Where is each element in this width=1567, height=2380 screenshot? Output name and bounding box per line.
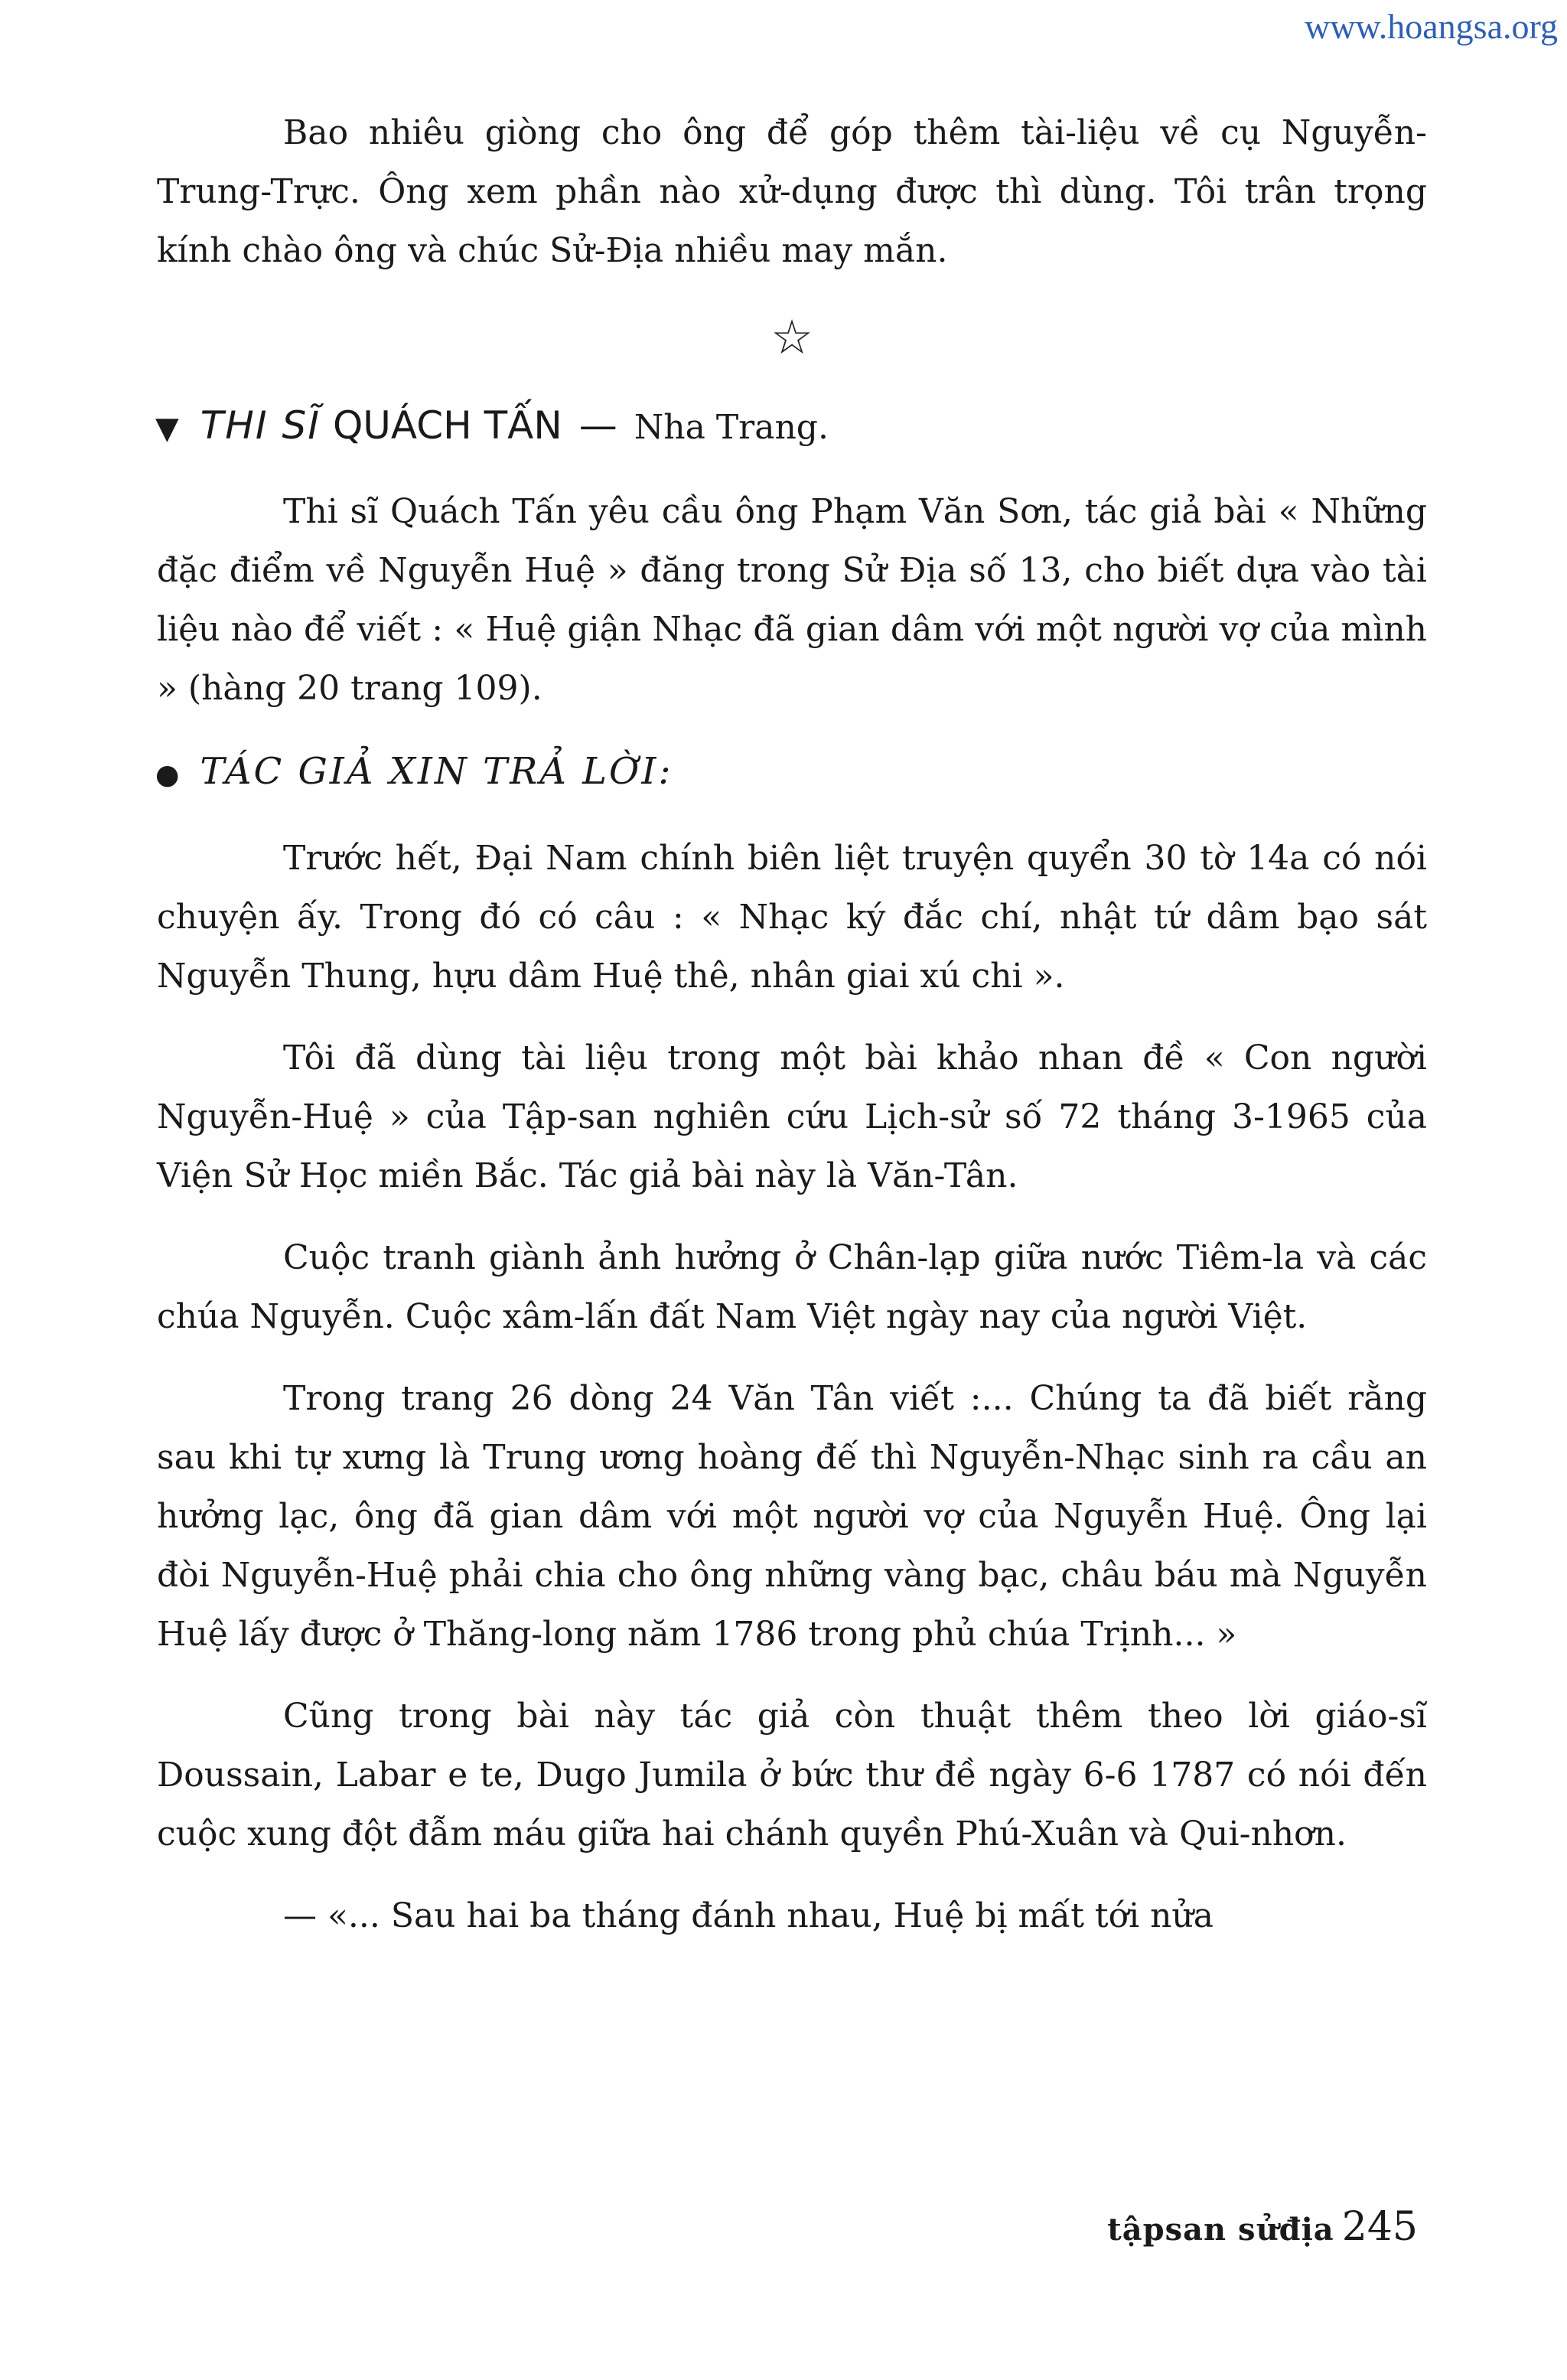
page-content [157, 103, 1427, 1945]
heading-reply-text: TÁC GIẢ XIN TRẢ LỜI: [200, 750, 673, 793]
page-footer [1107, 2204, 1418, 2250]
paragraph-reply-3: Cuộc tranh giành ảnh hưởng ở Chân-lạp giữa nước Tiêm-la và các chúa Nguyễn. Cuộc xâm-lấn đất Nam Việt ngày nay của người Việt. [157, 1238, 1427, 1336]
magazine-name: tậpsan sửđịa [1107, 2212, 1334, 2248]
section-heading-author-reply [155, 741, 1427, 806]
section-heading-quach-tan [155, 395, 1427, 459]
star-separator-icon: ☆ [770, 309, 813, 365]
watermark-link[interactable]: www.hoangsa.org [1305, 7, 1558, 46]
page-number: 245 [1341, 2204, 1418, 2250]
paragraph-reply-2: Tôi đã dùng tài liệu trong một bài khảo nhan đề « Con người Nguyễn-Huệ » của Tập-san nghiên cứu Lịch-sử số 72 tháng 3-1965 của Viện Sử Học miền Bắc. Tác giả bài này là Văn-Tân. [157, 1038, 1427, 1195]
paragraph-quote-continued: — «... Sau hai ba tháng đánh nhau, Huệ bị mất tới nửa [283, 1896, 1214, 1935]
triangle-bullet-icon: ▼ [155, 411, 179, 446]
heading-place: Nha Trang. [634, 408, 829, 447]
paragraph-reply-1: Trước hết, Đại Nam chính biên liệt truyện quyển 30 tờ 14a có nói chuyện ấy. Trong đó có câu : « Nhạc ký đắc chí, nhật tứ dâm bạo sát Nguyễn Thung, hựu dâm Huệ thê, nhân giai xú chi ». [157, 839, 1427, 996]
heading-title: THI SĨ [200, 403, 321, 448]
paragraph-reply-5: Cũng trong bài này tác giả còn thuật thêm theo lời giáo-sĩ Doussain, Labar e te, Dugo Jumila ở bức thư đề ngày 6-6 1787 có nói đến cuộc xung đột đẫm máu giữa hai chánh quyền Phú-Xuân và Qui-nhơn. [157, 1697, 1427, 1853]
paragraph-question: Thi sĩ Quách Tấn yêu cầu ông Phạm Văn Sơn, tác giả bài « Những đặc điểm về Nguyễn Huệ » đăng trong Sử Địa số 13, cho biết dựa vào tài liệu nào để viết : « Huệ giận Nhạc đã gian dâm với một người vợ của mình » (hàng 20 trang 109). [157, 492, 1427, 708]
heading-dash: — [578, 403, 617, 448]
paragraph-intro-letter: Bao nhiêu giòng cho ông để góp thêm tài-liệu về cụ Nguyễn-Trung-Trực. Ông xem phần nào xử-dụng được thì dùng. Tôi trân trọng kính chào ông và chúc Sử-Địa nhiều may mắn. [157, 113, 1427, 270]
heading-name: QUÁCH TẤN [332, 403, 562, 448]
dot-bullet-icon: ● [155, 759, 182, 791]
paragraph-reply-4: Trong trang 26 dòng 24 Văn Tân viết :... Chúng ta đã biết rằng sau khi tự xưng là Trung ương hoàng đế thì Nguyễn-Nhạc sinh ra cầu an hưởng lạc, ông đã gian dâm với một người vợ của Nguyễn Huệ. Ông lại đòi Nguyễn-Huệ phải chia cho ông những vàng bạc, châu báu mà Nguyễn Huệ lấy được ở Thăng-long năm 1786 trong phủ chúa Trịnh... » [157, 1379, 1427, 1654]
